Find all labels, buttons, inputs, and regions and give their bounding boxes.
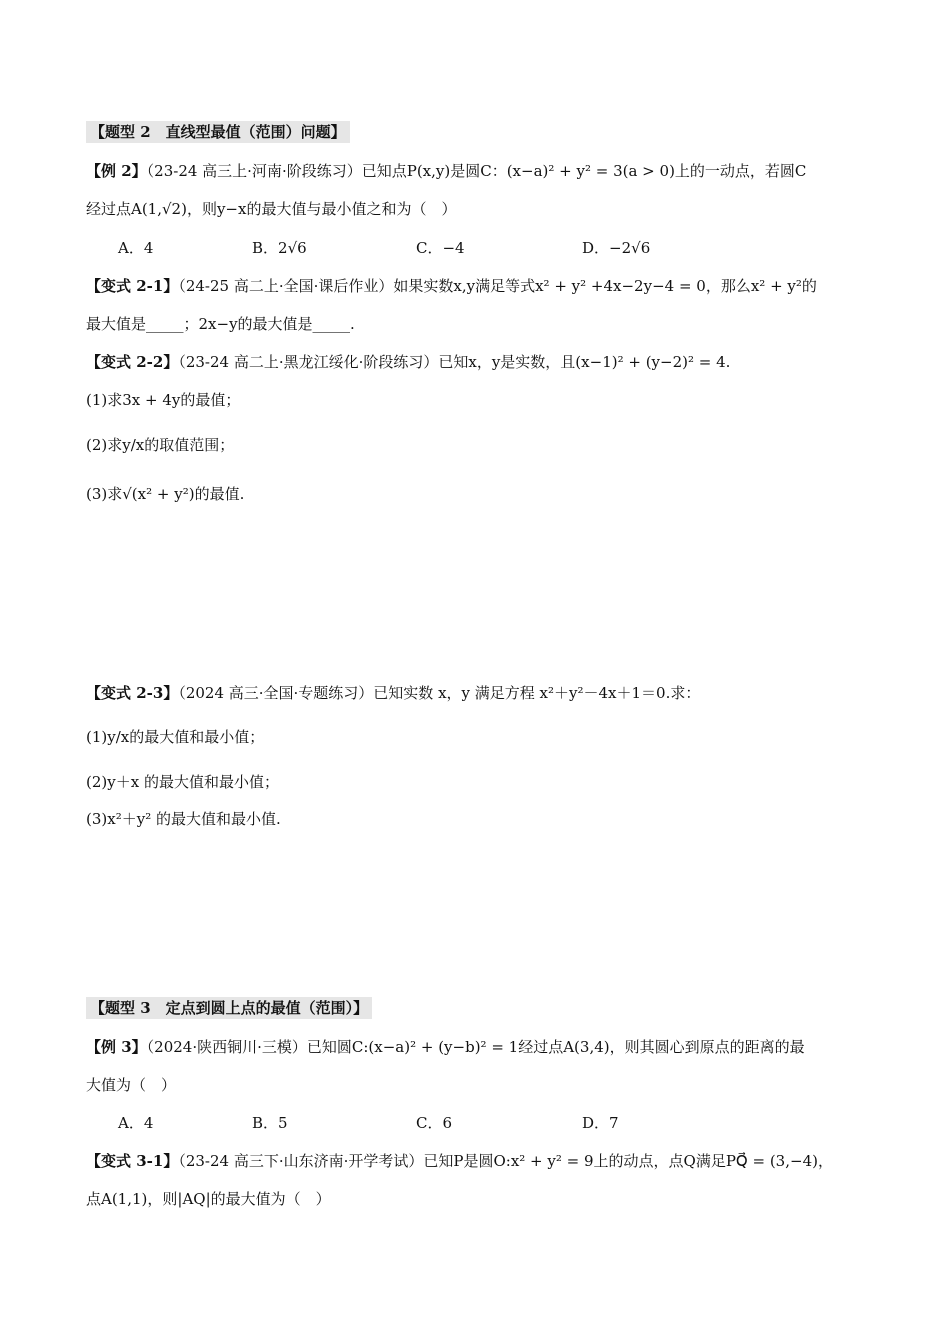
variant-2-2-tag: 【变式 2-2】 [86, 353, 179, 371]
variant-2-3-question-3: (3)x²＋y² 的最大值和最小值. [86, 810, 281, 828]
option-a: A．4 [118, 1114, 154, 1132]
variant-2-2-question-2: (2)求y/x的取值范围； [86, 436, 235, 454]
example-2-line-2: 经过点A(1,√2)，则y−x的最大值与最小值之和为（ ） [86, 200, 457, 218]
option-c: C．−4 [416, 239, 465, 257]
variant-2-2-text-1: （23-24 高二上·黑龙江绥化·阶段练习）已知x，y是实数，且(x−1)² + (y−2)² = 4. [178, 353, 731, 371]
variant-2-3-question-1: (1)y/x的最大值和最小值； [86, 728, 265, 746]
variant-2-3-question-2: (2)y＋x 的最大值和最小值； [86, 773, 279, 791]
option-c: C．6 [416, 1114, 453, 1132]
variant-3-1-text-1: （23-24 高三下·山东济南·开学考试）已知P是圆O:x² + y² = 9上的动点，点Q满足PQ⃗ = (3,−4)， [178, 1152, 833, 1170]
variant-2-2-question-3: (3)求√(x² + y²)的最值. [86, 485, 245, 503]
example-2-tag: 【例 2】 [86, 162, 147, 180]
variant-3-1-line-1 [86, 1150, 870, 1172]
variant-2-1-line-2: 最大值是_____；2x−y的最大值是_____. [86, 315, 355, 333]
variant-3-1-line-2: 点A(1,1)，则|AQ|的最大值为（ ） [86, 1190, 331, 1208]
variant-2-3-line-1 [86, 682, 870, 704]
example-3-tag: 【例 3】 [86, 1038, 147, 1056]
option-b: B．5 [252, 1114, 288, 1132]
option-d: D．7 [582, 1114, 619, 1132]
variant-2-3-tag: 【变式 2-3】 [86, 684, 179, 702]
section-3-heading: 【题型 3 定点到圆上点的最值（范围）】 [86, 997, 372, 1019]
example-3-text-1: （2024·陕西铜川·三模）已知圆C:(x−a)² + (y−b)² = 1经过点A(3,4)，则其圆心到原点的距离的最 [146, 1038, 805, 1056]
example-2-text-1: （23-24 高三上·河南·阶段练习）已知点P(x,y)是圆C：(x−a)² + y² = 3(a > 0)上的一动点，若圆C [146, 162, 807, 180]
option-b: B．2√6 [252, 239, 307, 257]
example-3-line-1 [86, 1036, 870, 1058]
variant-2-1-text-1: （24-25 高二上·全国·课后作业）如果实数x,y满足等式x² + y² +4x−2y−4 = 0，那么x² + y²的 [178, 277, 817, 295]
variant-2-1-tag: 【变式 2-1】 [86, 277, 179, 295]
example-3-line-2: 大值为（ ） [86, 1076, 177, 1094]
option-d: D．−2√6 [582, 239, 651, 257]
example-2-line-1 [86, 160, 870, 182]
variant-2-1-line-1 [86, 275, 870, 297]
variant-2-3-text-1: （2024 高三·全国·专题练习）已知实数 x，y 满足方程 x²＋y²－4x＋1＝0.求： [178, 684, 701, 702]
section-2-heading: 【题型 2 直线型最值（范围）问题】 [86, 121, 350, 143]
option-a: A．4 [118, 239, 154, 257]
variant-2-2-line-1 [86, 351, 870, 373]
variant-2-2-question-1: (1)求3x + 4y的最值； [86, 391, 241, 409]
variant-3-1-tag: 【变式 3-1】 [86, 1152, 179, 1170]
